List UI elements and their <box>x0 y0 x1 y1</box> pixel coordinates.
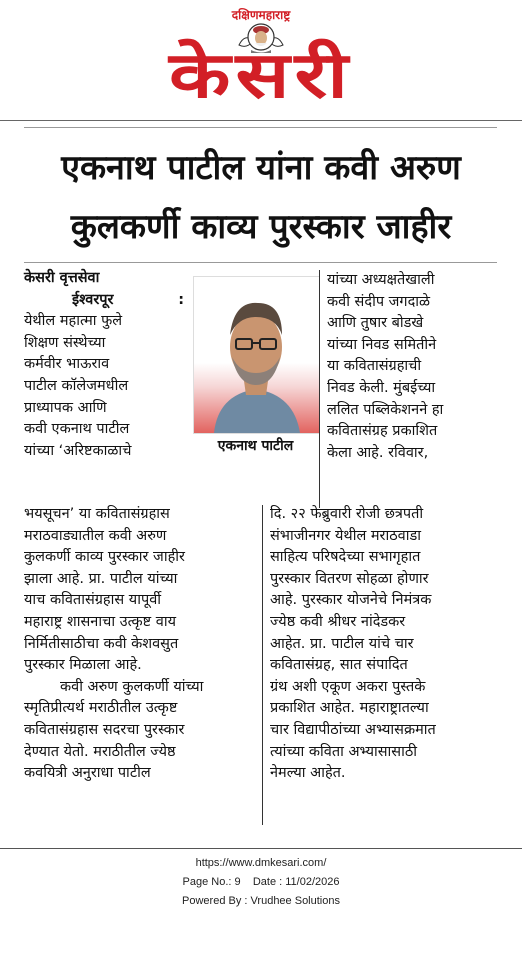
article-body-line: पुरस्कार वितरण सोहळा होणार <box>270 570 429 587</box>
masthead <box>0 0 522 118</box>
article-body-line: आहेत. प्रा. पाटील यांचे चार <box>270 635 414 652</box>
masthead-rule <box>0 120 522 121</box>
article-place: ईश्वरपूर <box>72 291 114 308</box>
article-body-line: नेमल्या आहेत. <box>270 765 346 782</box>
footer-powered-by: Powered By : Vrudhee Solutions <box>182 895 340 907</box>
article-right-line: ललित पब्लिकेशनने हा <box>327 401 444 418</box>
article-right-line: कवितासंग्रह प्रकाशित <box>327 423 438 440</box>
article-right-column <box>327 270 497 464</box>
article-body-line: याच कवितासंग्रहास यापूर्वी <box>24 592 162 609</box>
photo-caption: एकनाथ पाटील <box>217 438 294 454</box>
article-body-line: देण्यात येतो. मराठीतील ज्येष्ठ <box>24 743 176 760</box>
article-body-line: महाराष्ट्र शासनाचा उत्कृष्ट वाय <box>24 613 176 630</box>
article-right-line: यांच्या अध्यक्षतेखाली <box>327 272 435 288</box>
article-left-line: पाटील कॉलेजमधील <box>24 377 129 394</box>
article-body-line: ज्येष्ठ कवी श्रीधर नांदेडकर <box>270 613 406 630</box>
headline-bottom-rule <box>24 262 497 263</box>
article-body-line: त्यांच्या कविता अभ्यासासाठी <box>270 743 418 760</box>
article-body-line: कवितासंग्रह, सात संपादित <box>270 657 408 674</box>
footer-url[interactable] <box>0 857 522 869</box>
article-left-column <box>24 268 184 462</box>
article-body-line: भयसूचन’ या कवितासंग्रहास <box>24 506 170 522</box>
article-left-line: कर्मवीर भाऊराव <box>24 356 110 373</box>
article-body-line: दि. २२ फेब्रुवारी रोजी छत्रपती <box>270 506 424 522</box>
article-body-line: चार विद्यापीठांच्या अभ्यासक्रमात <box>270 721 436 738</box>
article-body-line: झाला आहे. प्रा. पाटील यांच्या <box>24 570 178 587</box>
article-body-line: ग्रंथ अशी एकूण अकरा पुस्तके <box>270 678 426 695</box>
article-lower-right-column <box>270 504 497 785</box>
article-right-line: आणि तुषार बोडखे <box>327 315 424 332</box>
column-divider-lower <box>262 505 263 825</box>
article-body-line: पुरस्कार मिळाला आहे. <box>24 657 142 674</box>
article-body-line: कवयित्री अनुराधा पाटील <box>24 765 151 782</box>
article-right-line: कवी संदीप जगदाळे <box>327 293 431 310</box>
article-dateline <box>24 290 184 312</box>
column-divider-right <box>319 270 320 508</box>
article-body-line: कुलकर्णी काव्य पुरस्कार जाहीर <box>24 549 185 566</box>
author-photo <box>193 276 320 434</box>
article-body-line: संभाजीनगर येथील मराठवाडा <box>270 527 421 544</box>
article-left-line: शिक्षण संस्थेच्या <box>24 334 106 351</box>
article-body-line: कवितासंग्रहास सदरचा पुरस्कार <box>24 721 185 738</box>
article-lower-left-column <box>24 504 256 785</box>
article-left-line: कवी एकनाथ पाटील <box>24 421 130 438</box>
article-body-line: मराठवाड्यातील कवी अरुण <box>24 527 167 544</box>
article-left-line: यांच्या ‘अरिष्टकाळाचे <box>24 442 132 459</box>
headline-line-2: कुलकर्णी काव्य पुरस्कार जाहीर <box>70 207 452 247</box>
article-right-line: या कवितासंग्रहाची <box>327 358 422 375</box>
footer-page-info: Page No.: 9 Date : 11/02/2026 <box>182 876 340 888</box>
person-silhouette-icon <box>194 277 319 433</box>
article-right-line: केला आहे. रविवार, <box>327 444 429 461</box>
article-byline: केसरी वृत्तसेवा <box>24 270 100 286</box>
article-left-line: प्राध्यापक आणि <box>24 399 107 416</box>
article-right-line: यांच्या निवड समितीने <box>327 336 437 353</box>
article-body-line: प्रकाशित आहेत. महाराष्ट्रातल्या <box>270 700 429 717</box>
masthead-tagline: दक्षिणमहाराष्ट्र <box>231 8 291 22</box>
article-body-line: निर्मितीसाठीचा कवी केशवसुत <box>24 635 179 652</box>
footer-rule <box>0 848 522 849</box>
article-colon: : <box>178 291 184 308</box>
article-left-line: येथील महात्मा फुले <box>24 313 123 330</box>
article-body-line: आहे. पुरस्कार योजनेचे निमंत्रक <box>270 592 432 609</box>
masthead-brand: केसरी <box>169 39 353 113</box>
headline-top-rule <box>24 127 497 128</box>
article-body-line: साहित्य परिषदेच्या सभागृहात <box>270 549 421 566</box>
article-body-line: स्मृतिप्रीत्यर्थ मराठीतील उत्कृष्ट <box>24 700 178 717</box>
footer-url-link[interactable]: https://www.dmkesari.com/ <box>195 857 327 869</box>
article-right-line: निवड केली. मुंबईच्या <box>327 379 436 396</box>
article-body-line: कवी अरुण कुलकर्णी यांच्या <box>60 678 204 695</box>
headline-line-1: एकनाथ पाटील यांना कवी अरुण <box>61 148 461 188</box>
